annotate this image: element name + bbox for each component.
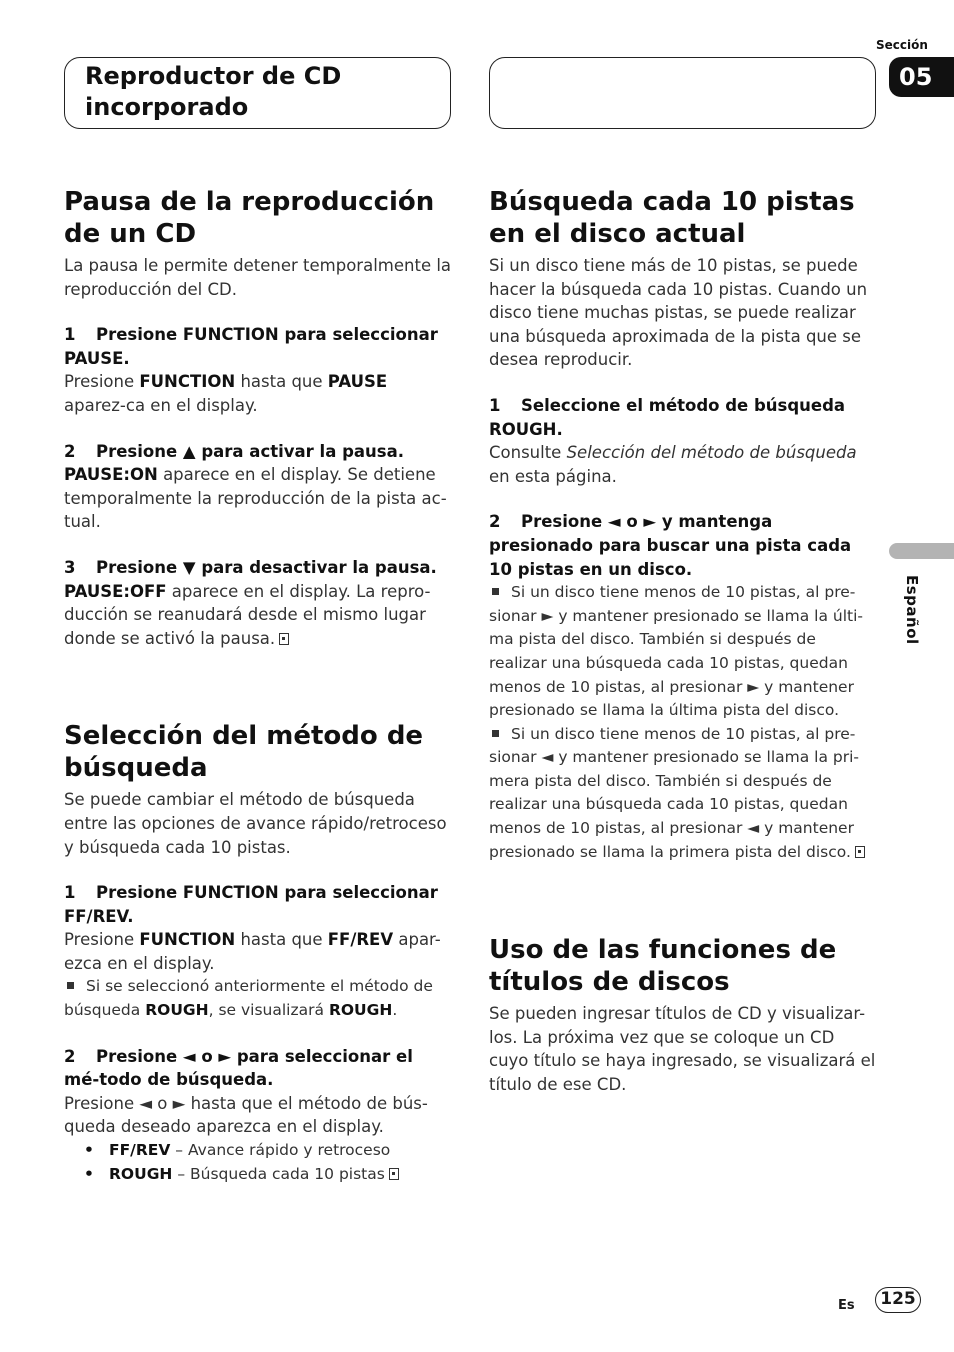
cross-reference: Selección del método de búsqueda <box>566 443 857 463</box>
section-title-pausa: Pausa de la reproducción de un CD <box>64 187 435 249</box>
busqueda-step-1 <box>489 394 877 441</box>
left-column <box>64 186 452 1186</box>
step-heading: Presione FUNCTION para seleccionar PAUSE. <box>64 325 438 368</box>
pausa-step-1-body <box>64 370 452 417</box>
header-box-right <box>489 57 876 129</box>
busqueda-note-2 <box>489 723 877 865</box>
text: Si se seleccionó anteriormente el método de búsqueda <box>64 977 433 1020</box>
end-mark-icon <box>855 846 865 858</box>
step-heading: Seleccione el método de búsqueda ROUGH. <box>489 395 846 439</box>
keyword: PAUSE:OFF <box>64 581 167 601</box>
text: – Búsqueda cada 10 pistas <box>172 1164 385 1183</box>
text: – Avance rápido y retroceso <box>170 1141 391 1160</box>
step-heading: Presione ◄ o ► y mantenga presionado para buscar una pista cada 10 pistas en un disco. <box>489 512 852 579</box>
keyword: PAUSE:ON <box>64 465 158 485</box>
header-box-left <box>64 57 451 129</box>
language-label: Español <box>903 575 921 645</box>
text: . <box>392 1001 398 1020</box>
chapter-title: Reproductor de CD incorporado <box>85 62 342 121</box>
keyword: ROUGH <box>145 1001 209 1020</box>
metodo-step-1 <box>64 881 452 928</box>
end-mark-icon <box>279 633 289 645</box>
text: aparece en el display. La repro-ducción se reanudará desde el mismo lugar donde se activó la pausa. <box>64 581 431 648</box>
note-square-icon <box>67 982 74 989</box>
bullet-icon: • <box>84 1141 94 1160</box>
metodo-step-1-body <box>64 928 452 975</box>
step-number: 2 <box>64 441 76 461</box>
note-square-icon <box>492 730 499 737</box>
pausa-intro: La pausa le permite detener temporalmente la reproducción del CD. <box>64 256 452 299</box>
pausa-step-2-body <box>64 463 452 534</box>
busqueda-step-2 <box>489 510 877 581</box>
text: aparece en el display. Se detiene temporalmente la reproducción de la pista ac-tual. <box>64 465 447 532</box>
pausa-step-3-body <box>64 580 452 651</box>
step-number: 2 <box>64 1046 76 1066</box>
step-number: 1 <box>64 883 76 903</box>
end-mark-icon <box>389 1168 399 1180</box>
list-item <box>84 1139 452 1163</box>
note-square-icon <box>492 588 499 595</box>
pausa-step-1 <box>64 323 452 370</box>
metodo-step-2-body: Presione ◄ o ► hasta que el método de bús-queda deseado aparezca en el display. <box>64 1093 428 1137</box>
metodo-note <box>64 975 452 1022</box>
section-title-metodo: Selección del método de búsqueda <box>64 721 424 784</box>
step-number: 1 <box>64 325 76 345</box>
section-title-busqueda: Búsqueda cada 10 pistas en el disco actual <box>489 187 855 249</box>
step-heading: Presione ◄ o ► para seleccionar el mé-todo de búsqueda. <box>64 1046 413 1090</box>
keyword: FF/REV <box>327 930 394 950</box>
text: Consulte <box>489 443 567 463</box>
text: , se visualizará <box>208 1001 329 1020</box>
pausa-step-3 <box>64 556 452 580</box>
keyword: ROUGH <box>328 1001 393 1020</box>
pausa-step-2 <box>64 440 452 464</box>
text: aparez-ca en el display. <box>64 395 258 415</box>
bullet-icon: • <box>84 1164 94 1183</box>
text: apar-ezca en el display. <box>64 930 441 973</box>
footer-language-code: Es <box>838 1298 855 1313</box>
section-label: Sección <box>876 38 928 52</box>
step-heading: Presione ▼ para desactivar la pausa. <box>96 557 437 577</box>
keyword: FUNCTION <box>139 372 236 392</box>
metodo-intro: Se puede cambiar el método de búsqueda entre las opciones de avance rápido/retroceso y búsqueda cada 10 pistas. <box>64 790 447 857</box>
right-column <box>489 186 877 1097</box>
step-heading: Presione ▲ para activar la pausa. <box>96 441 404 461</box>
text: Presione <box>64 930 140 950</box>
keyword: FUNCTION <box>139 930 236 950</box>
step-heading: Presione FUNCTION para seleccionar FF/REV. <box>64 883 438 926</box>
busqueda-note-1 <box>489 581 877 723</box>
page-number: 125 <box>875 1287 921 1313</box>
section-number-badge: 05 <box>889 57 954 97</box>
text: Si un disco tiene menos de 10 pistas, al pre-sionar ◄ y mantener presionado se llama la pri-mera pista del disco. También si después de realizar una búsqueda cada 10 pistas, quedan menos de 10 pistas, al presionar ◄ y mantener presionado se llama la primera pista del disco. <box>489 724 859 861</box>
text: en esta página. <box>489 466 617 486</box>
titulos-intro: Se pueden ingresar títulos de CD y visualizar-los. La próxima vez que se coloque un CD cuyo título se haya ingresado, se visualizará el título de ese CD. <box>489 1004 876 1095</box>
step-number: 2 <box>489 512 501 532</box>
keyword: PAUSE <box>327 372 388 392</box>
step-number: 3 <box>64 557 76 577</box>
text: hasta que <box>235 930 328 950</box>
keyword: ROUGH <box>109 1164 173 1183</box>
busqueda-step-1-body <box>489 441 877 488</box>
metodo-step-2 <box>64 1045 452 1092</box>
text: Si un disco tiene menos de 10 pistas, al pre-sionar ► y mantener presionado se llama la últi-ma pista del disco. También si después de realizar una búsqueda cada 10 pistas, quedan menos de 10 pistas, al presionar ► y mantener presionado se llama la última pista del disco. <box>489 583 863 720</box>
text: hasta que <box>235 372 328 392</box>
list-item <box>84 1163 452 1187</box>
language-tab <box>889 543 954 559</box>
keyword: FF/REV <box>109 1141 171 1160</box>
section-title-titulos: Uso de las funciones de títulos de discos <box>489 935 837 998</box>
busqueda-intro: Si un disco tiene más de 10 pistas, se puede hacer la búsqueda cada 10 pistas. Cuando un disco tiene muchas pistas, se puede realizar una búsqueda aproximada de la pista que se desea reproducir. <box>489 256 868 370</box>
step-number: 1 <box>489 395 501 415</box>
text: Presione <box>64 372 140 392</box>
